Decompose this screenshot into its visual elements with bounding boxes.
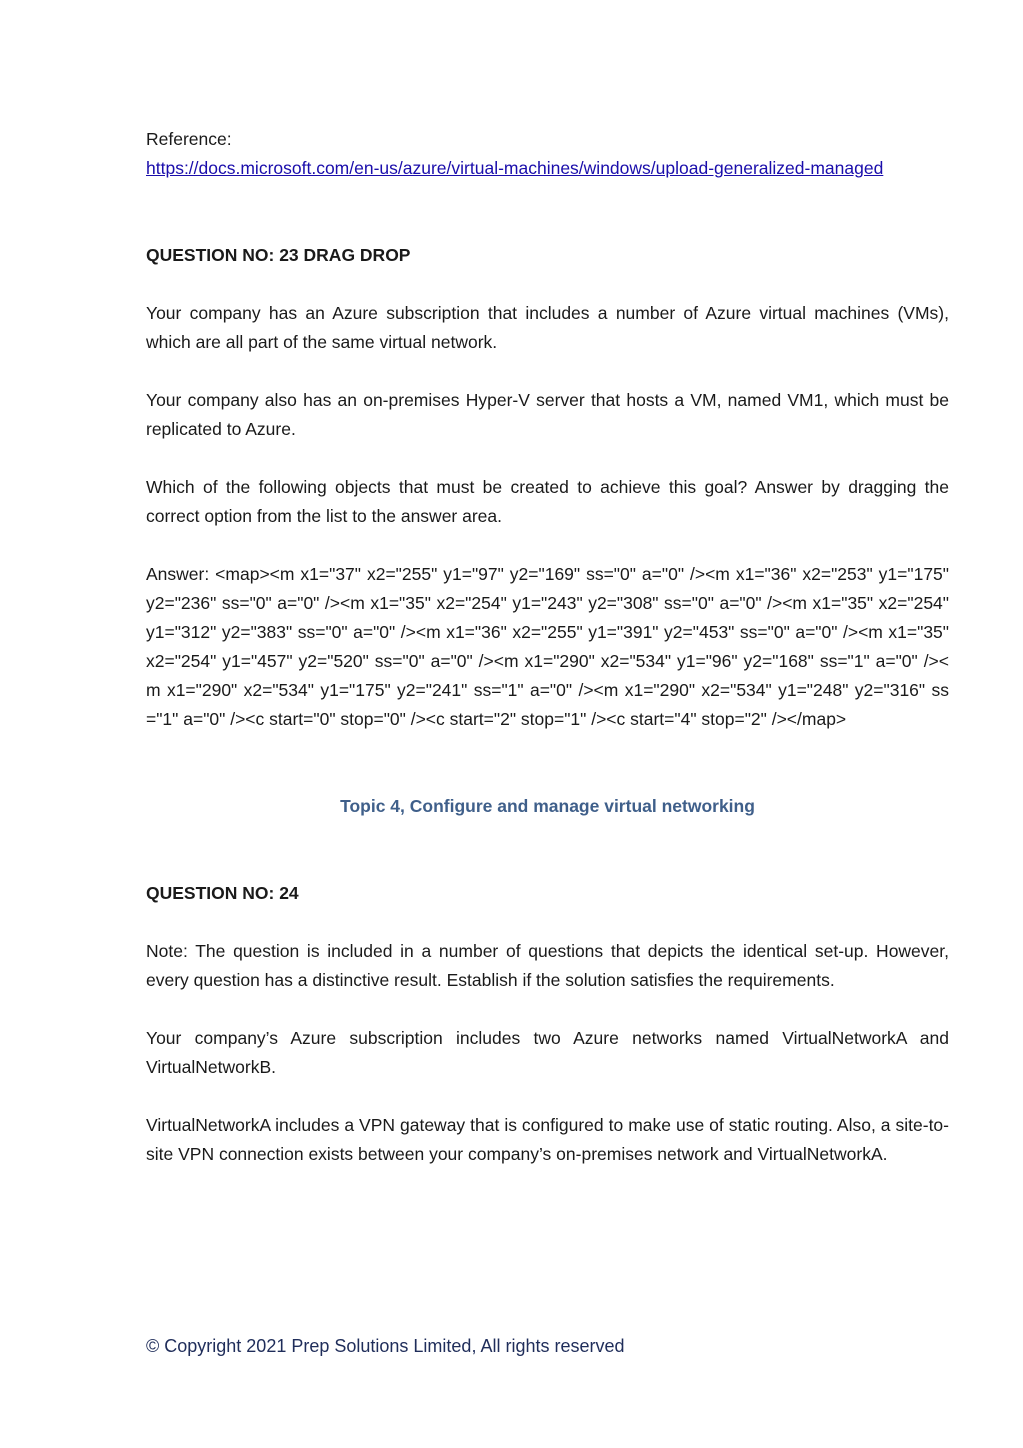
reference-link[interactable]: https://docs.microsoft.com/en-us/azure/virtual-machines/windows/upload-generalized-managed [146,158,884,178]
question-24-paragraph-1: Note: The question is included in a number of questions that depicts the identical set-up. However, every question has a distinctive result. Establish if the solution satisfies the requirements. [146,941,949,990]
reference-label: Reference: [146,129,232,149]
question-23-heading: QUESTION NO: 23 DRAG DROP [146,245,411,265]
question-24-heading: QUESTION NO: 24 [146,883,299,903]
copyright-footer: © Copyright 2021 Prep Solutions Limited, All rights reserved [146,1336,625,1356]
reference-link-wrapper [146,154,949,183]
question-24-paragraph-2: Your company’s Azure subscription includes two Azure networks named VirtualNetworkA and VirtualNetworkB. [146,1028,949,1077]
question-24-paragraph-3: VirtualNetworkA includes a VPN gateway that is configured to make use of static routing. Also, a site-to-site VPN connection exists between your company’s on-premises network and VirtualNetworkA. [146,1115,949,1164]
question-23-paragraph-1: Your company has an Azure subscription that includes a number of Azure virtual machines (VMs), which are all part of the same virtual network. [146,303,949,352]
question-23-paragraph-2: Your company also has an on-premises Hyper-V server that hosts a VM, named VM1, which must be replicated to Azure. [146,390,949,439]
question-23-answer: Answer: <map><m x1="37" x2="255" y1="97" y2="169" ss="0" a="0" /><m x1="36" x2="253" y1="175" y2="236" ss="0" a="0" /><m x1="35" x2="254" y1="243" y2="308" ss="0" a="0" /><m x1="35" x2="254" y1="312" y2="383" ss="0" a="0" /><m x1="36" x2="255" y1="391" y2="453" ss="0" a="0" /><m x1="35" x2="254" y1="457" y2="520" ss="0" a="0" /><m x1="290" x2="534" y1="96" y2="168" ss="1" a="0" /><m x1="290" x2="534" y1="175" y2="241" ss="1" a="0" /><m x1="290" x2="534" y1="248" y2="316" ss="1" a="0" /><c start="0" stop="0" /><c start="2" stop="1" /><c start="4" stop="2" /></map> [146,564,949,729]
question-23-paragraph-3: Which of the following objects that must be created to achieve this goal? Answer by dragging the correct option from the list to the answer area. [146,477,949,526]
document-body [146,125,949,1169]
topic-heading: Topic 4, Configure and manage virtual networking [340,796,755,816]
